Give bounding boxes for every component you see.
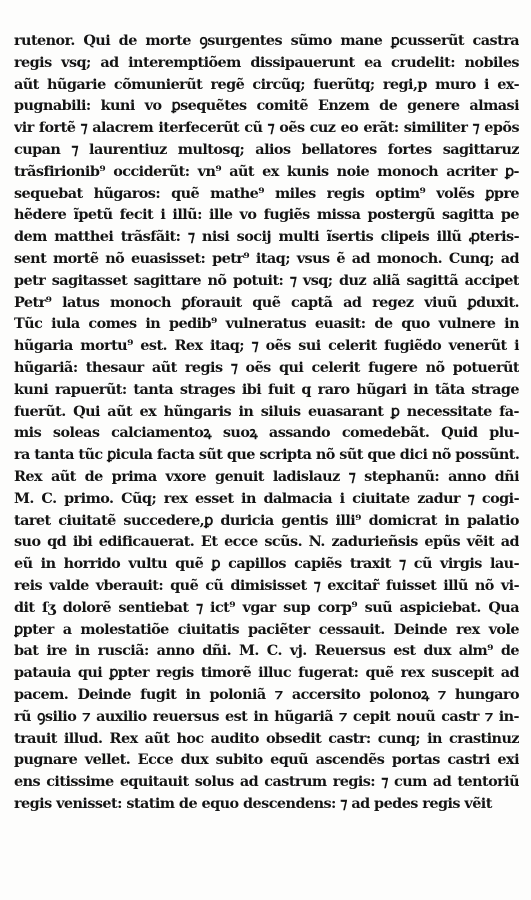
text-line: patauia qui ꝑpter regis timorẽ illuc fugerat: quẽ rex suscepit ad — [14, 664, 519, 682]
text-line: reis valde vberauit: quẽ cũ dimisisset ⁊ excitar̃ fuisset illũ nõ vi- — [14, 576, 519, 594]
text-line: rũ ꝯsilio ⁊ auxilio reuersus est in hũgariã ⁊ cepit nouũ castr ⁊ in- — [14, 707, 519, 725]
text-line: pugnabili: kuni vo ꝑsequẽtes comitẽ Enzem de genere almasi — [14, 97, 519, 115]
text-line: kuni rapuerũt: tanta strages ibi fuit q raro hũgari in tãta strage — [14, 380, 519, 398]
text-line: bat ire in rusciã: anno dñi. M. C. vj. Reuersus est dux alm⁹ de — [14, 642, 519, 660]
text-line: Petr⁹ latus monoch ꝑforauit quẽ captã ad regez viuũ ꝑduxit. — [14, 293, 519, 311]
text-line: regis vsq; ad interemptiõem dissipauerunt ea crudelit: nobiles — [14, 53, 519, 71]
text-line: petr sagitasset sagittare nõ potuit: ⁊ vsq; duz aliã sagittã accipet — [14, 271, 519, 289]
text-line: sequebat hũgaros: quẽ mathe⁹ miles regis optim⁹ volẽs ꝑpre — [14, 184, 519, 202]
text-line: eũ in horrido vultu quẽ ꝑ capillos capiẽs traxit ⁊ cũ virgis lau- — [14, 555, 519, 573]
text-line: trauit illud. Rex aũt hoc audito obsedit castr: cunq; in crastinuz — [14, 729, 519, 747]
text-line: hũgariã: thesaur aũt regis ⁊ oẽs qui celerit fugere nõ potuerũt — [14, 358, 519, 376]
text-line: cupan ⁊ laurentiuz multosq; alios bellatores fortes sagittaruz — [14, 140, 519, 158]
text-line: fuerũt. Qui aũt ex hũngaris in siluis euasarant ꝑ necessitate fa- — [14, 402, 519, 420]
text-line: sent mortẽ nõ euasisset: petr⁹ itaq; vsus ẽ ad monoch. Cunq; ad — [14, 249, 519, 267]
text-line: M. C. primo. Cũq; rex esset in dalmacia i ciuitate zadur ⁊ cogi- — [14, 489, 519, 507]
text-line: pacem. Deinde fugit in poloniã ⁊ accersito polonoꝝ ⁊ hungaro — [14, 685, 519, 703]
text-line: hũgaria mortu⁹ est. Rex itaq; ⁊ oẽs sui celerit fugiẽdo venerũt i — [14, 337, 519, 355]
text-line: Tũc iula comes in pedib⁹ vulneratus euasit: de quo vulnere in — [14, 315, 519, 333]
text-line: rutenor. Qui de morte ꝯsurgentes sũmo mane ꝑcusserũt castra — [14, 32, 519, 49]
text-line: aũt hũgarie cõmunierũt regẽ circũq; fuerũtq; regi,p muro i ex- — [14, 75, 519, 93]
text-line: ra tanta tũc ꝑicula facta sũt que scripta nõ sũt que dici nõ possũnt. — [14, 446, 519, 464]
text-line: taret ciuitatẽ succedere,ꝑ duricia gentis illi⁹ domicrat in palatio — [14, 511, 519, 529]
text-line: pugnare vellet. Ecce dux subito equũ ascendẽs portas castri exi — [14, 751, 519, 769]
text-line: ꝑpter a molestatiõe ciuitatis paciẽter cessauit. Deinde rex vole — [14, 620, 519, 638]
text-block — [14, 30, 519, 815]
text-line: vir fortẽ ⁊ alacrem iterfecerũt cũ ⁊ oẽs cuz eo erãt: similiter ⁊ epõs — [14, 119, 519, 137]
text-line: regis venisset: statim de equo descendens: ⁊ ad pedes regis vẽit — [14, 794, 492, 812]
text-line: dem matthei trãsfãit: ⁊ nisi socij multi ĩsertis clipeis illũ ꝓteris- — [14, 228, 519, 246]
text-line: hẽdere ĩpetũ fecit i illũ: ille vo fugiẽs missa postergũ sagitta pe — [14, 206, 519, 224]
text-line: mis soleas calciamentoꝝ suoꝝ assando comedebãt. Quid plu- — [14, 424, 519, 442]
text-line: suo qd ibi edificauerat. Et ecce scũs. N. zadurieñsis epũs vẽit ad — [14, 533, 519, 551]
text-line: ens citissime equitauit solus ad castrum regis: ⁊ cum ad tentoriũ — [14, 773, 519, 791]
text-line: trãsfirionib⁹ occiderũt: vn⁹ aũt ex kunis noie monoch acriter ꝑ- — [14, 162, 519, 180]
text-line: Rex aũt de prima vxore genuit ladislauz ⁊ stephanũ: anno dñi — [14, 467, 519, 485]
text-line: dit ſʒ dolorẽ sentiebat ⁊ ict⁹ vgar sup corp⁹ suũ aspiciebat. Qua — [14, 598, 519, 616]
